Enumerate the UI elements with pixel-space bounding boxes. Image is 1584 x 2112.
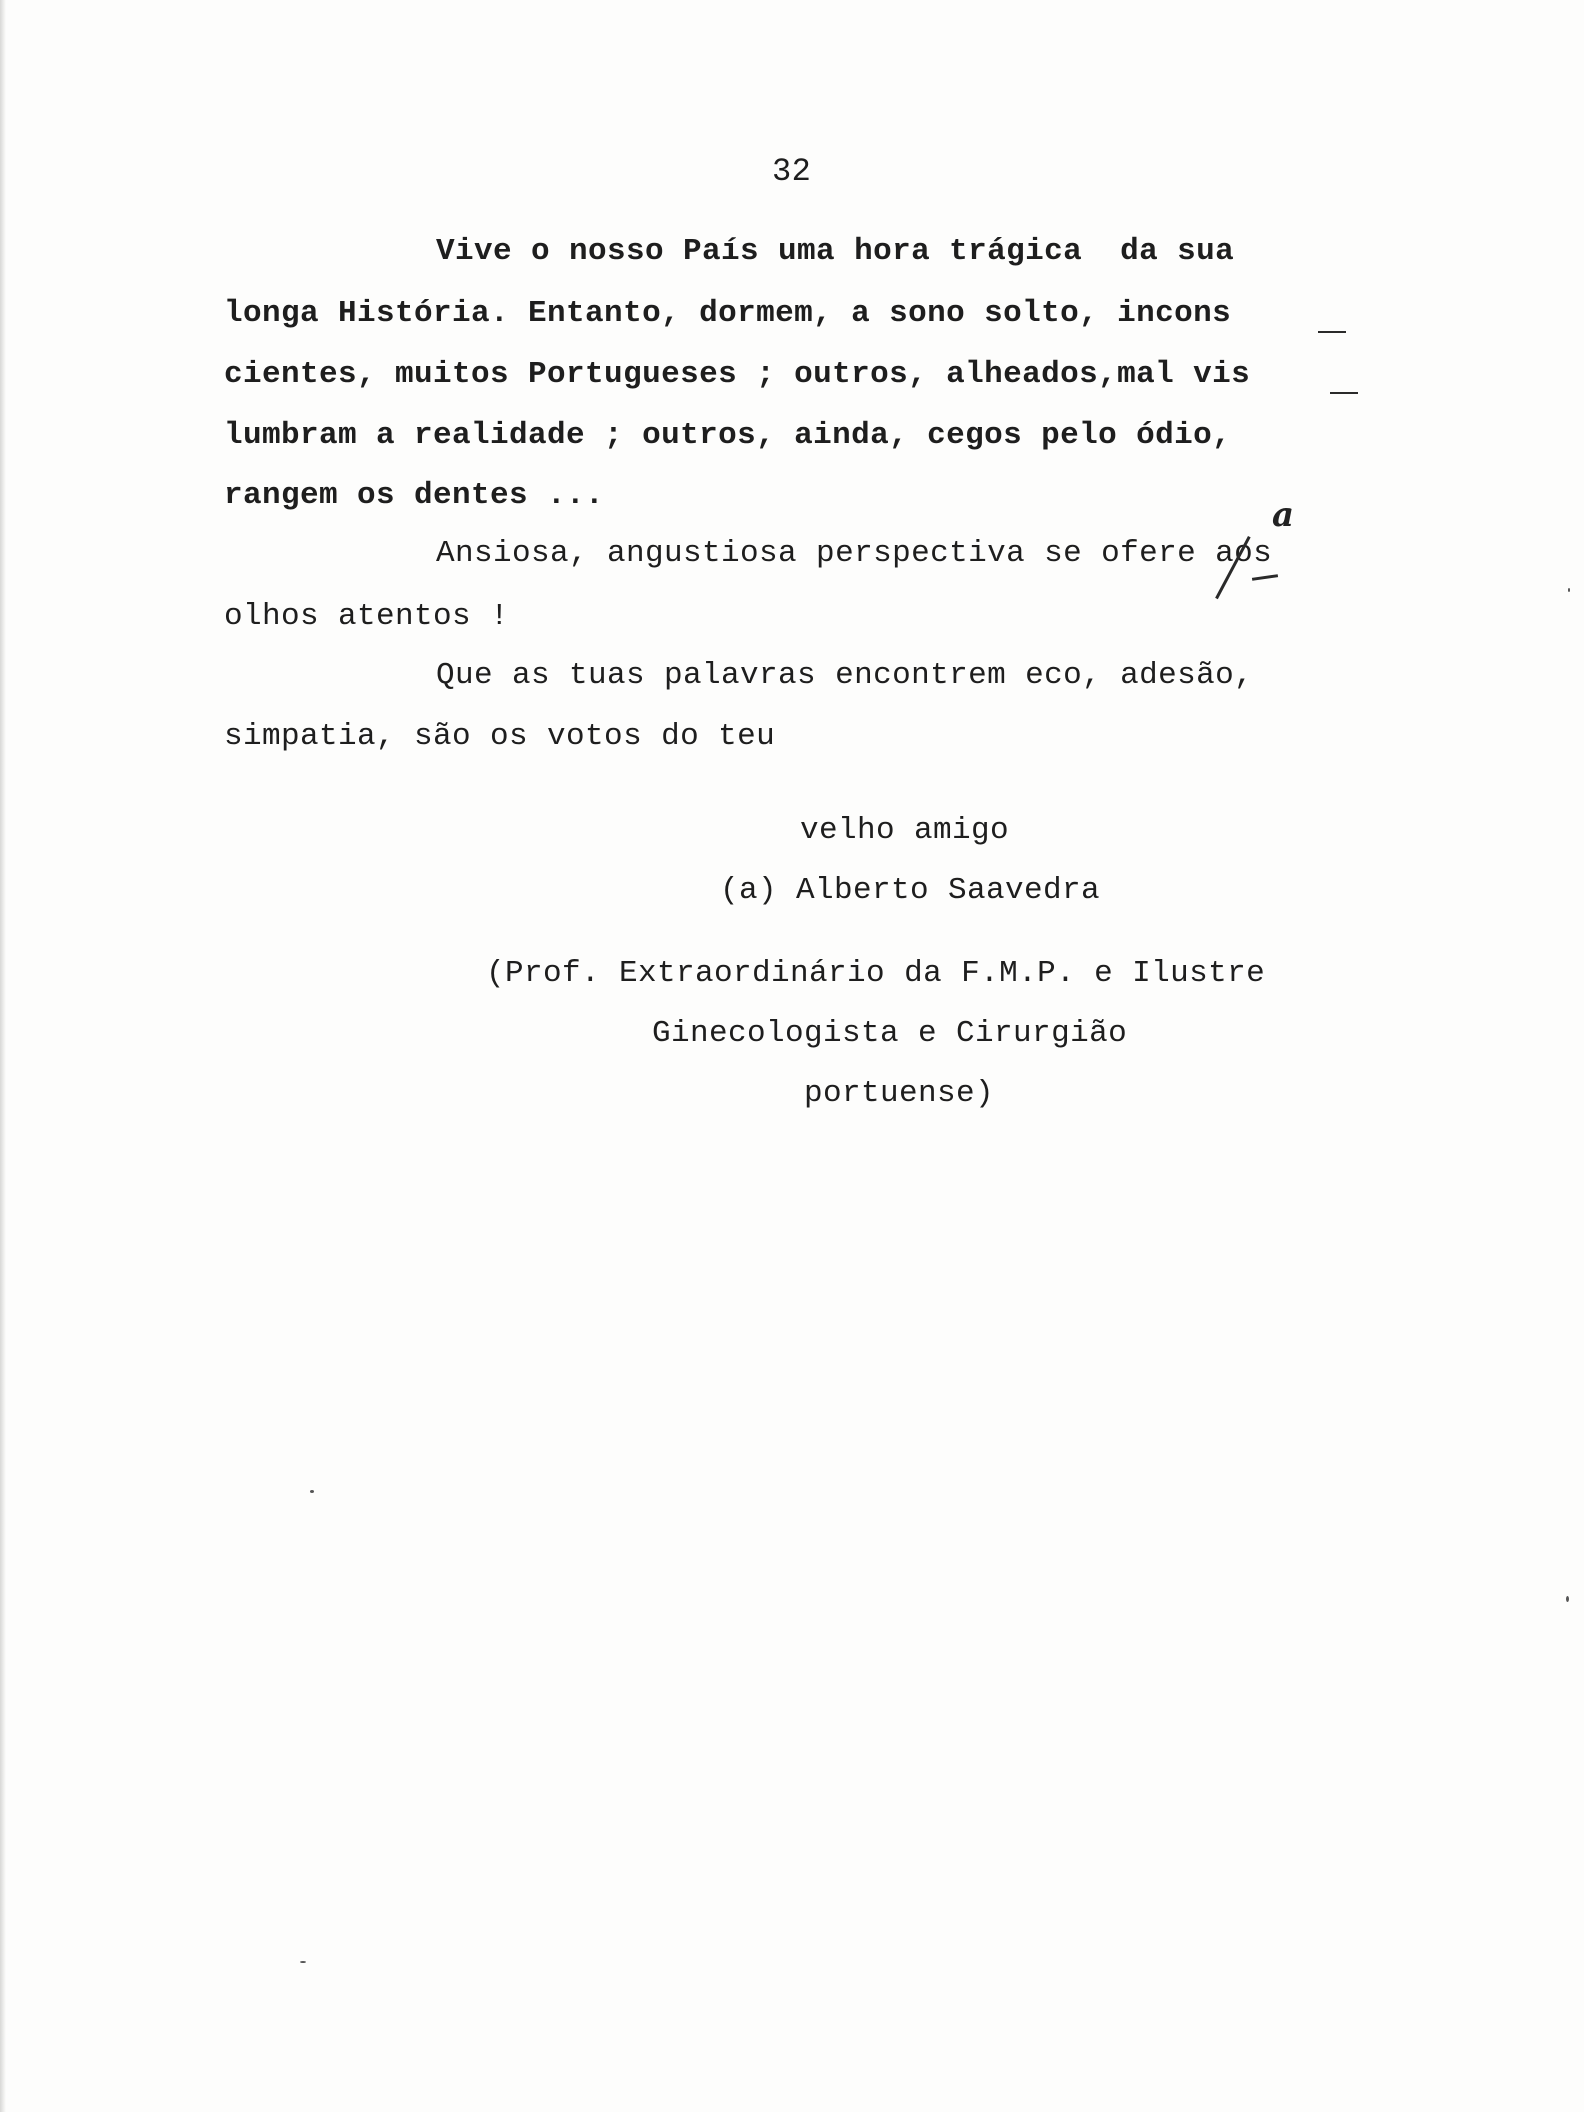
credentials-line-2: Ginecologista e Cirurgião xyxy=(652,1016,1128,1051)
credentials-line-1: (Prof. Extraordinário da F.M.P. e Ilustre xyxy=(486,956,1266,991)
paragraph-2-line-1: Ansiosa, angustiosa perspectiva se ofere aos xyxy=(436,536,1273,571)
underline-mark xyxy=(1318,331,1346,333)
scan-speck xyxy=(300,1961,306,1963)
page-number: 32 xyxy=(772,153,812,190)
scan-speck xyxy=(1568,588,1570,592)
signature-closing: velho amigo xyxy=(800,813,1010,848)
paragraph-1-line-3: cientes, muitos Portugueses ; outros, alheados,mal vis xyxy=(224,357,1251,392)
scan-speck xyxy=(1566,1596,1569,1602)
scan-speck xyxy=(310,1490,314,1493)
paragraph-1-line-4: lumbram a realidade ; outros, ainda, cegos pelo ódio, xyxy=(224,418,1232,453)
page-edge-shadow xyxy=(0,0,6,2112)
paragraph-1-line-5: rangem os dentes ... xyxy=(224,478,605,513)
handwritten-cross-mark xyxy=(1252,574,1278,581)
credentials-line-3: portuense) xyxy=(804,1076,995,1111)
signature-name: (a) Alberto Saavedra xyxy=(720,873,1101,908)
paragraph-1-line-1: Vive o nosso País uma hora trágica da sua xyxy=(436,234,1235,269)
handwritten-correction: a xyxy=(1272,495,1295,535)
paragraph-2-line-2: olhos atentos ! xyxy=(224,599,510,634)
paragraph-1-line-2: longa História. Entanto, dormem, a sono solto, incons xyxy=(224,296,1232,331)
paragraph-3-line-1: Que as tuas palavras encontrem eco, adesão, xyxy=(436,658,1254,693)
underline-mark xyxy=(1330,392,1358,394)
paragraph-3-line-2: simpatia, são os votos do teu xyxy=(224,719,776,754)
